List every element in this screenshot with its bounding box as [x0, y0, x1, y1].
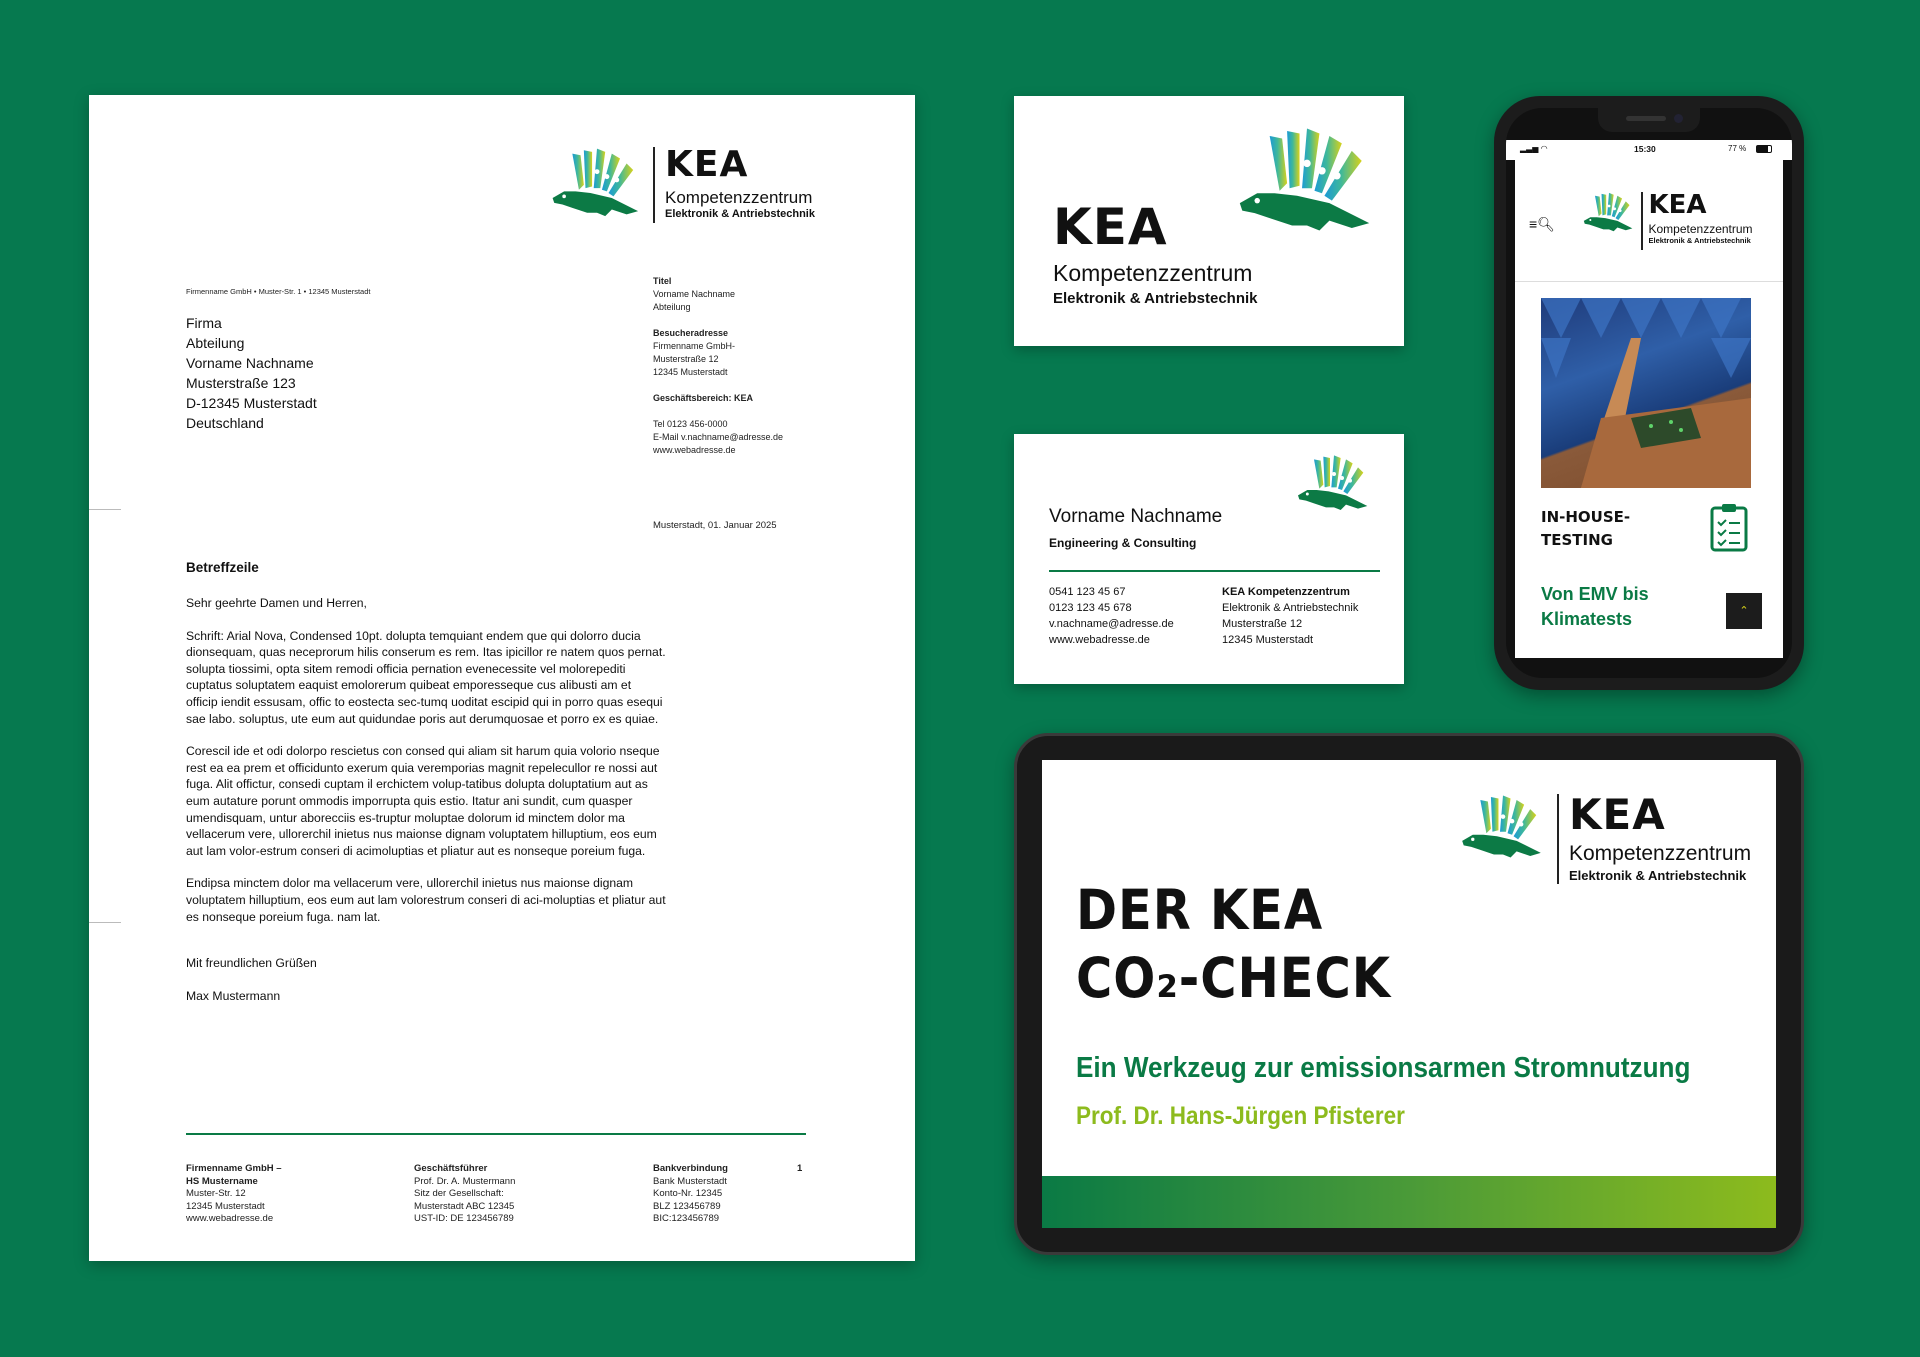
tablet-author: Prof. Dr. Hans-Jürgen Pfisterer [1076, 1102, 1405, 1130]
signal-icon: ▂▃▅ ◠ [1520, 144, 1548, 153]
tablet-title: DER KEA CO₂-CHECK [1076, 878, 1391, 1010]
tablet-subtitle: Ein Werkzeug zur emissionsarmen Stromnutzung [1076, 1052, 1691, 1084]
status-bar [1506, 140, 1792, 160]
letter-body: Sehr geehrte Damen und Herren, Schrift: Arial Nova, Condensed 10pt. dolupta temquiant endem que qui dolorro ducia dionsequam, quas neceprorum hilis conserum es rem. Itas ipicillor re natem quos pernat. solupta tiossimi, opta sitem remodi officia pernation evenecessite vel molorepediti cuptatus soluptatem eaquist emolorerum quibeat emporesseque cus alibusti am et officip iendit essusam, offic to eostecta sec-tumq uoditat escipid qui in porro quas esequi sae labo. soluptus, ute eum aut quidundae poris aut derumquosae et porro ex es quiae. Corescil ide et odi dolorpo rescietus con consed qui aliam sit harum quia volorio nseque rest ea ea prem et officidunto exerum quia veremporias magnit repelecullor re nossi aut fuga. Alit offictur, consedi cuptam il erchictem volup-tatibus dolupta doluptatium aut as eum autature porunt ommodis imporrupta quis estio. Itatur ani sundit, cum quasper umendisquam, untur aborecciis es-truptur moluptae dolorum id minctem dolor ma vellacerum vere, ullorerchil inietus nus maionse dignam voluptatem hilluptium, eos eum aut lam volor-estrum conseri di acimoluptias et pliatur aut es nonseque poreium fuga. Endipsa minctem dolor ma vellacerum vere, ullorerchil inietus nus maionse dignam voluptatem hilluptium, eos eum aut lam volorestrum conseri di aci-moluptias et pliatur aut es nonseque poreium fuga. nam lat. Mit freundlichen Grüßen Max Mustermann [186, 596, 666, 1003]
brand-line2: Elektronik & Antriebstechnik [1053, 290, 1258, 307]
kea-bird-icon [1294, 454, 1374, 514]
letter-logo [547, 144, 815, 223]
brand-line2: Elektronik & Antriebstechnik [1569, 868, 1747, 883]
business-card-front [1014, 96, 1404, 346]
recipient-address: Firma Abteilung Vorname Nachname Musterstraße 123 D-12345 Musterstadt Deutschland [186, 315, 317, 431]
page-number: 1 [797, 1163, 803, 1174]
footer-rule [186, 1133, 806, 1135]
phone-logo [1581, 192, 1753, 250]
kea-bird-icon [1457, 794, 1549, 862]
subject-line: Betreffzeile [186, 560, 259, 575]
info-block: Titel Vorname Nachname Abteilung Besucheradresse Firmenname GmbH- Musterstraße 12 12345 Musterstadt Geschäftsbereich: KEA Tel 0123 456-0000 E-Mail v.nachname@adresse.de www.webadresse.de [653, 276, 784, 455]
clipboard-checklist-icon [1709, 502, 1749, 552]
sender-line: Firmenname GmbH • Muster-Str. 1 • 12345 Musterstadt [186, 287, 371, 296]
business-card-back [1014, 434, 1404, 684]
kea-bird-icon [1232, 126, 1382, 238]
scroll-top-button[interactable]: ⌃ [1726, 593, 1762, 629]
brand-line1: Kompetenzzentrum [1053, 260, 1253, 286]
camera-icon [1674, 114, 1683, 123]
brand-line1: Kompetenzzentrum [665, 188, 813, 207]
brand-name: KEA [1053, 198, 1168, 256]
gradient-band [1042, 1176, 1776, 1228]
brand-line2: Elektronik & Antriebstechnik [665, 207, 815, 220]
brand-name: KEA [665, 144, 749, 185]
phone-webpage [1515, 160, 1783, 658]
footer-company: Firmenname GmbH – HS Mustername Muster-Str. 12 12345 Musterstadt www.webadresse.de [186, 1163, 282, 1224]
speaker-grill [1626, 116, 1666, 121]
footer-bank: Bankverbindung Bank Musterstadt Konto-Nr. 12345 BLZ 123456789 BIC:123456789 [653, 1163, 728, 1224]
fold-mark [89, 509, 121, 510]
phone-subheading: Von EMV bis Klimatests [1541, 584, 1649, 629]
phone-notch [1598, 108, 1700, 132]
brand-name: KEA [1648, 190, 1707, 220]
battery-level: 77 % [1728, 144, 1747, 153]
tablet-mockup [1014, 733, 1804, 1255]
card-company-address: KEA Kompetenzzentrum Elektronik & Antriebstechnik Musterstraße 12 12345 Musterstadt [1222, 586, 1359, 646]
letter-date: Musterstadt, 01. Januar 2025 [653, 520, 777, 531]
brand-line1: Kompetenzzentrum [1569, 842, 1752, 865]
brand-name: KEA [1569, 790, 1666, 839]
test-chamber-image [1541, 298, 1751, 488]
card-role: Engineering & Consulting [1049, 536, 1197, 550]
kea-bird-icon [547, 147, 647, 221]
kea-bird-icon [1581, 192, 1637, 234]
phone-section-heading: IN-HOUSE-TESTING [1541, 508, 1631, 549]
tablet-screen [1042, 760, 1776, 1228]
card-contact: 0541 123 45 67 0123 123 45 678 v.nachname@adresse.de www.webadresse.de [1049, 586, 1174, 646]
card-person-name: Vorname Nachname [1049, 506, 1223, 527]
battery-icon [1756, 145, 1772, 153]
status-time: 15:30 [1634, 144, 1656, 154]
menu-search-icon[interactable]: ≡🔍︎ [1529, 216, 1555, 232]
brand-line2: Elektronik & Antriebstechnik [1648, 236, 1751, 245]
fold-mark [89, 922, 121, 923]
letterhead-page [89, 95, 915, 1261]
smartphone-mockup [1494, 96, 1804, 690]
card-rule [1049, 570, 1380, 572]
tablet-logo [1457, 790, 1752, 884]
footer-management: Geschäftsführer Prof. Dr. A. Mustermann Sitz der Gesellschaft: Musterstadt ABC 12345 UST-ID: DE 123456789 [414, 1163, 516, 1224]
brand-line1: Kompetenzzentrum [1648, 222, 1753, 236]
